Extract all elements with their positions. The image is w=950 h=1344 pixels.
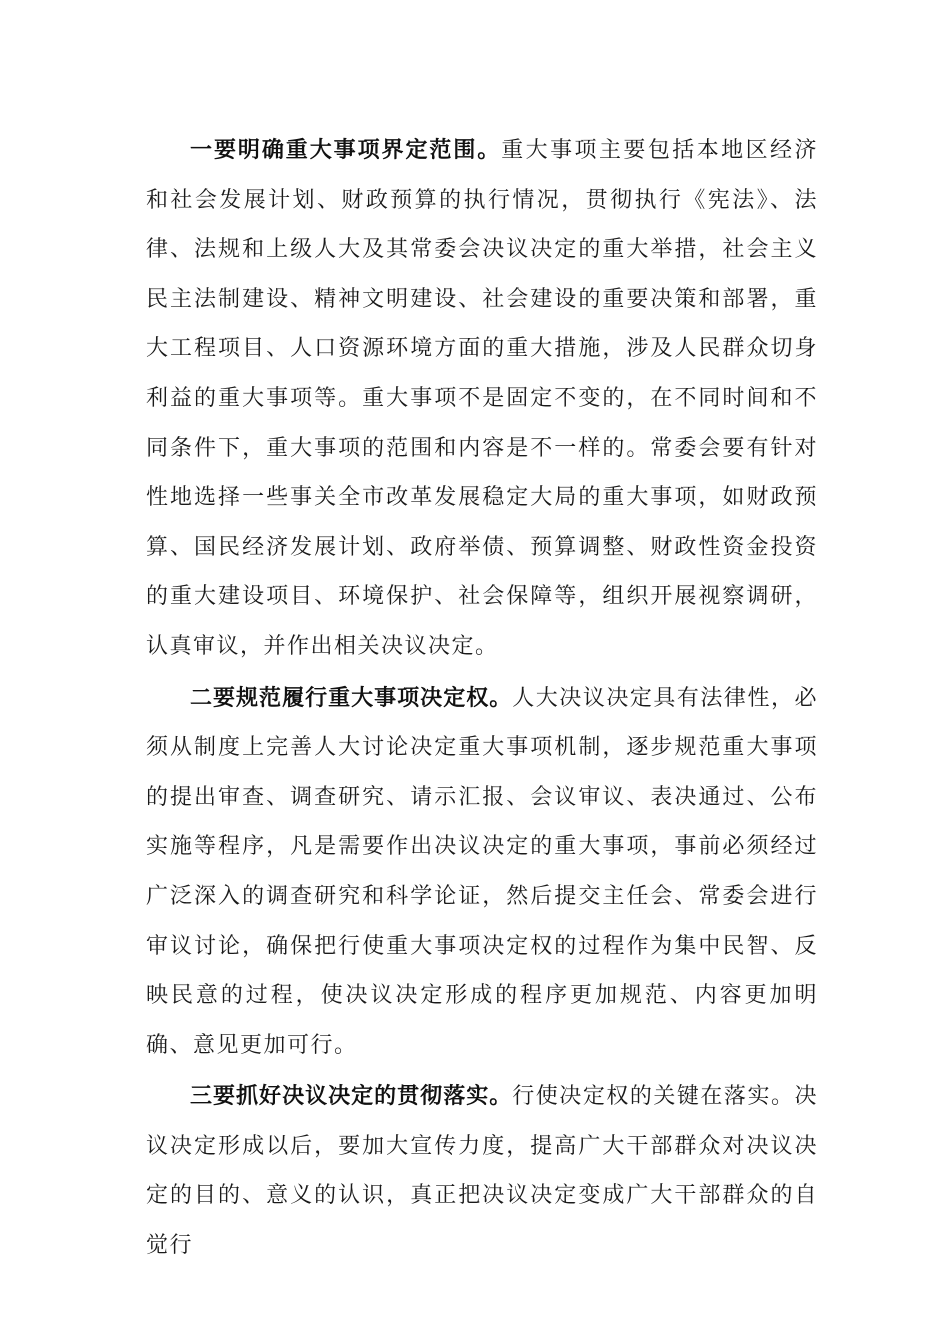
paragraph-1-text: 重大事项主要包括本地区经济和社会发展计划、财政预算的执行情况，贯彻执行《宪法》、法律、法规和上级人大及其常委会决议决定的重大举措，社会主义民主法制建设、精神文明建设、社会建设的重要决策和部署，重大工程项目、人口资源环境方面的重大措施，涉及人民群众切身利益的重大事项等。重大事项不是固定不变的，在不同时间和不同条件下，重大事项的范围和内容是不一样的。常委会要有针对性地选择一些事关全市改革发展稳定大局的重大事项，如财政预算、国民经济发展计划、政府举债、预算调整、财政性资金投资的重大建设项目、环境保护、社会保障等，组织开展视察调研，认真审议，并作出相关决议决定。 (146, 138, 818, 659)
paragraph-2-text: 人大决议决定具有法律性，必须从制度上完善人大讨论决定重大事项机制，逐步规范重大事项的提出审查、调查研究、请示汇报、会议审议、表决通过、公布实施等程序，凡是需要作出决议决定的重大事项，事前必须经过广泛深入的调查研究和科学论证，然后提交主任会、常委会进行审议讨论，确保把行使重大事项决定权的过程作为集中民智、反映民意的过程，使决议决定形成的程序更加规范、内容更加明确、意见更加可行。 (146, 685, 818, 1058)
paragraph-2-heading: 二要规范履行重大事项决定权。 (190, 685, 513, 711)
paragraph-3 (146, 1072, 818, 1270)
paragraph-2 (146, 674, 818, 1071)
paragraph-3-heading: 三要抓好决议决定的贯彻落实。 (190, 1084, 513, 1110)
paragraph-3-text: 行使决定权的关键在落实。决议决定形成以后，要加大宣传力度，提高广大干部群众对决议决定的目的、意义的认识，真正把决议决定变成广大干部群众的自觉行 (146, 1084, 818, 1259)
paragraph-1-heading: 一要明确重大事项界定范围。 (190, 138, 502, 163)
document-body (146, 126, 818, 1273)
paragraph-1 (146, 126, 818, 672)
